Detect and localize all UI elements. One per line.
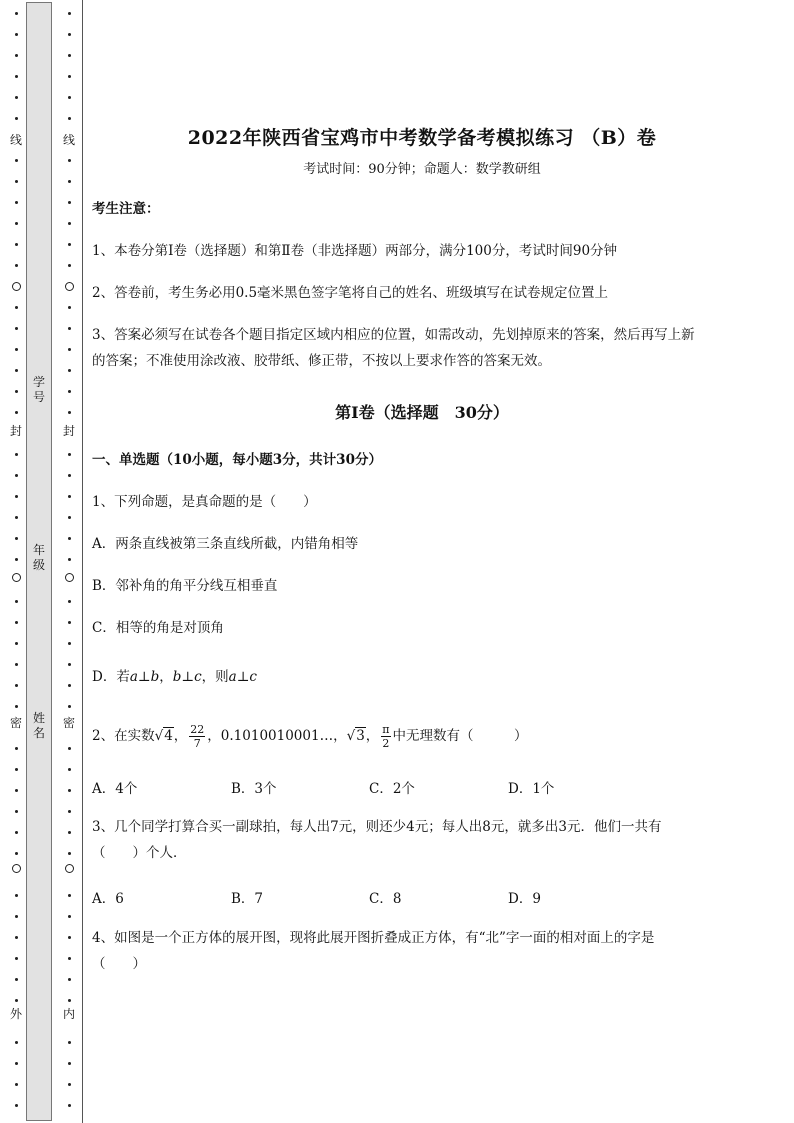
seal-dot: [68, 243, 71, 246]
exam-subtitle: 考试时间：90分钟；命题人：数学教研组: [303, 162, 541, 177]
seal-dot: [15, 495, 18, 498]
notice-item-2: 2、答卷前，考生务必用0.5毫米黑色签字笔将自己的姓名、班级填写在试卷规定位置上: [92, 285, 609, 301]
seal-dot: [15, 642, 18, 645]
seal-dot: [15, 957, 18, 960]
field-label-student-id: 学号: [32, 375, 45, 404]
seal-dot: [68, 516, 71, 519]
seal-dot: [68, 1041, 71, 1044]
seal-dot: [15, 852, 18, 855]
question-1-option-d: D．若a⊥b，b⊥c，则a⊥c: [92, 669, 257, 685]
question-1-option-a: A．两条直线被第三条直线所截，内错角相等: [92, 536, 359, 552]
fraction-pi-2: $\frac{\pi}{2}$: [382, 723, 390, 750]
seal-dot: [15, 201, 18, 204]
seal-dot: [15, 1104, 18, 1107]
seal-dot: [15, 1062, 18, 1065]
seal-circle: [65, 573, 74, 582]
seal-dot: [15, 75, 18, 78]
seal-dot: [15, 117, 18, 120]
question-3-option-c: C．8: [369, 891, 402, 907]
seal-dot: [15, 999, 18, 1002]
seal-dot: [15, 348, 18, 351]
seal-dot: [68, 474, 71, 477]
seal-dot: [15, 222, 18, 225]
question-3-option-d: D．9: [508, 891, 541, 907]
seal-dot: [68, 558, 71, 561]
seal-dot: [68, 159, 71, 162]
seal-dot: [68, 978, 71, 981]
question-3-option-b: B．7: [231, 891, 264, 907]
seal-dot: [68, 852, 71, 855]
seal-dot: [68, 348, 71, 351]
seal-dot: [15, 558, 18, 561]
fraction-22-7: $\frac{22}{7}$: [190, 723, 205, 750]
seal-dot: [15, 810, 18, 813]
seal-dot: [15, 243, 18, 246]
seal-dot: [68, 600, 71, 603]
seal-dot: [15, 537, 18, 540]
outer-seal-line: [0, 0, 30, 1123]
seal-dot: [68, 810, 71, 813]
seal-dot: [15, 789, 18, 792]
notice-heading: 考生注意：: [92, 201, 160, 217]
seal-dot: [15, 1041, 18, 1044]
seal-mark-nei: 内: [62, 1007, 75, 1021]
question-4-stem: 4、如图是一个正方体的展开图，现将此展开图折叠成正方体，有“北”字一面的相对面上的字是: [92, 930, 655, 946]
seal-mark-mi-inner: 密: [62, 716, 75, 730]
seal-dot: [68, 1062, 71, 1065]
seal-circle: [12, 573, 21, 582]
seal-dot: [68, 96, 71, 99]
seal-dot: [68, 957, 71, 960]
seal-dot: [68, 306, 71, 309]
seal-dot: [68, 621, 71, 624]
seal-dot: [15, 684, 18, 687]
seal-dot: [15, 978, 18, 981]
seal-dot: [68, 747, 71, 750]
seal-dot: [68, 831, 71, 834]
notice-item-3: 3、答案必须写在试卷各个题目指定区域内相应的位置，如需改动，先划掉原来的答案，然后再写上新: [92, 327, 695, 343]
seal-dot: [68, 54, 71, 57]
question-3-stem: 3、几个同学打算合买一副球拍，每人出7元，则还少4元；每人出8元，就多出3元．他们一共有: [92, 819, 662, 835]
seal-mark-feng: 封: [9, 424, 22, 438]
seal-dot: [15, 327, 18, 330]
seal-circle: [65, 864, 74, 873]
question-2-option-d: D．1个: [508, 781, 555, 797]
seal-dot: [15, 747, 18, 750]
exam-title: 2022年陕西省宝鸡市中考数学备考模拟练习 （B）卷: [187, 127, 657, 149]
seal-dot: [68, 999, 71, 1002]
sqrt-3: √3: [346, 728, 365, 744]
seal-dot: [15, 915, 18, 918]
seal-dot: [68, 663, 71, 666]
seal-dot: [15, 411, 18, 414]
question-1-option-b: B．邻补角的角平分线互相垂直: [92, 578, 278, 594]
seal-dot: [68, 684, 71, 687]
seal-dot: [15, 663, 18, 666]
seal-mark-wai: 外: [9, 1007, 22, 1021]
seal-dot: [15, 369, 18, 372]
seal-circle: [12, 282, 21, 291]
seal-dot: [68, 117, 71, 120]
seal-dot: [68, 495, 71, 498]
seal-dot: [15, 936, 18, 939]
question-3-option-a: A．6: [92, 891, 124, 907]
seal-dot: [15, 180, 18, 183]
seal-dot: [15, 474, 18, 477]
seal-dot: [15, 390, 18, 393]
seal-dot: [68, 705, 71, 708]
field-label-grade: 年级: [32, 543, 45, 572]
seal-dot: [68, 453, 71, 456]
seal-dot: [68, 180, 71, 183]
part-heading: 一、单选题（10小题，每小题3分，共计30分）: [92, 452, 382, 468]
question-1-stem: 1、下列命题，是真命题的是（ ）: [92, 494, 317, 510]
seal-dot: [15, 621, 18, 624]
seal-dot: [68, 894, 71, 897]
sqrt-4: √4: [154, 728, 173, 744]
section-title: 第I卷（选择题 30分）: [335, 403, 509, 422]
seal-dot: [15, 453, 18, 456]
seal-dot: [68, 222, 71, 225]
seal-dot: [68, 12, 71, 15]
seal-dot: [68, 201, 71, 204]
seal-dot: [15, 768, 18, 771]
seal-mark-feng-inner: 封: [62, 424, 75, 438]
seal-dot: [68, 936, 71, 939]
seal-dot: [15, 894, 18, 897]
seal-dot: [68, 411, 71, 414]
question-2-option-c: C．2个: [369, 781, 415, 797]
seal-mark-xian: 线: [9, 133, 22, 147]
seal-dot: [68, 327, 71, 330]
question-2-stem: 2、在实数√4， $\frac{22}{7}$ ，0.1010010001…，√3， $\frac{\pi}{2}$ 中无理数有（ ）: [92, 716, 752, 756]
seal-dot: [15, 12, 18, 15]
seal-dot: [68, 75, 71, 78]
notice-item-3-cont: 的答案；不准使用涂改液、胶带纸、修正带，不按以上要求作答的答案无效。: [92, 353, 551, 369]
seal-dot: [68, 369, 71, 372]
seal-dot: [15, 705, 18, 708]
seal-dot: [68, 642, 71, 645]
question-1-option-c: C．相等的角是对顶角: [92, 620, 224, 636]
seal-dot: [15, 600, 18, 603]
notice-item-1: 1、本卷分第I卷（选择题）和第Ⅱ卷（非选择题）两部分，满分100分，考试时间90分钟: [92, 243, 618, 259]
seal-dot: [15, 54, 18, 57]
question-2-option-a: A．4个: [92, 781, 138, 797]
question-2-option-b: B．3个: [231, 781, 277, 797]
seal-circle: [65, 282, 74, 291]
question-3-stem-cont: （ ）个人．: [92, 845, 187, 861]
field-label-name: 姓名: [32, 711, 45, 740]
question-4-stem-cont: （ ）: [92, 956, 146, 972]
seal-dot: [15, 33, 18, 36]
seal-dot: [15, 264, 18, 267]
seal-dot: [68, 264, 71, 267]
seal-dot: [15, 1083, 18, 1086]
inner-seal-line: [54, 0, 84, 1123]
seal-dot: [15, 516, 18, 519]
seal-dot: [68, 1083, 71, 1086]
seal-dot: [68, 789, 71, 792]
seal-circle: [12, 864, 21, 873]
seal-dot: [68, 537, 71, 540]
seal-mark-xian-inner: 线: [62, 133, 75, 147]
seal-dot: [68, 915, 71, 918]
seal-mark-mi: 密: [9, 716, 22, 730]
seal-dot: [15, 96, 18, 99]
seal-dot: [68, 768, 71, 771]
seal-dot: [68, 1104, 71, 1107]
seal-dot: [15, 159, 18, 162]
seal-dot: [15, 831, 18, 834]
seal-dot: [68, 390, 71, 393]
seal-dot: [15, 306, 18, 309]
seal-dot: [68, 33, 71, 36]
